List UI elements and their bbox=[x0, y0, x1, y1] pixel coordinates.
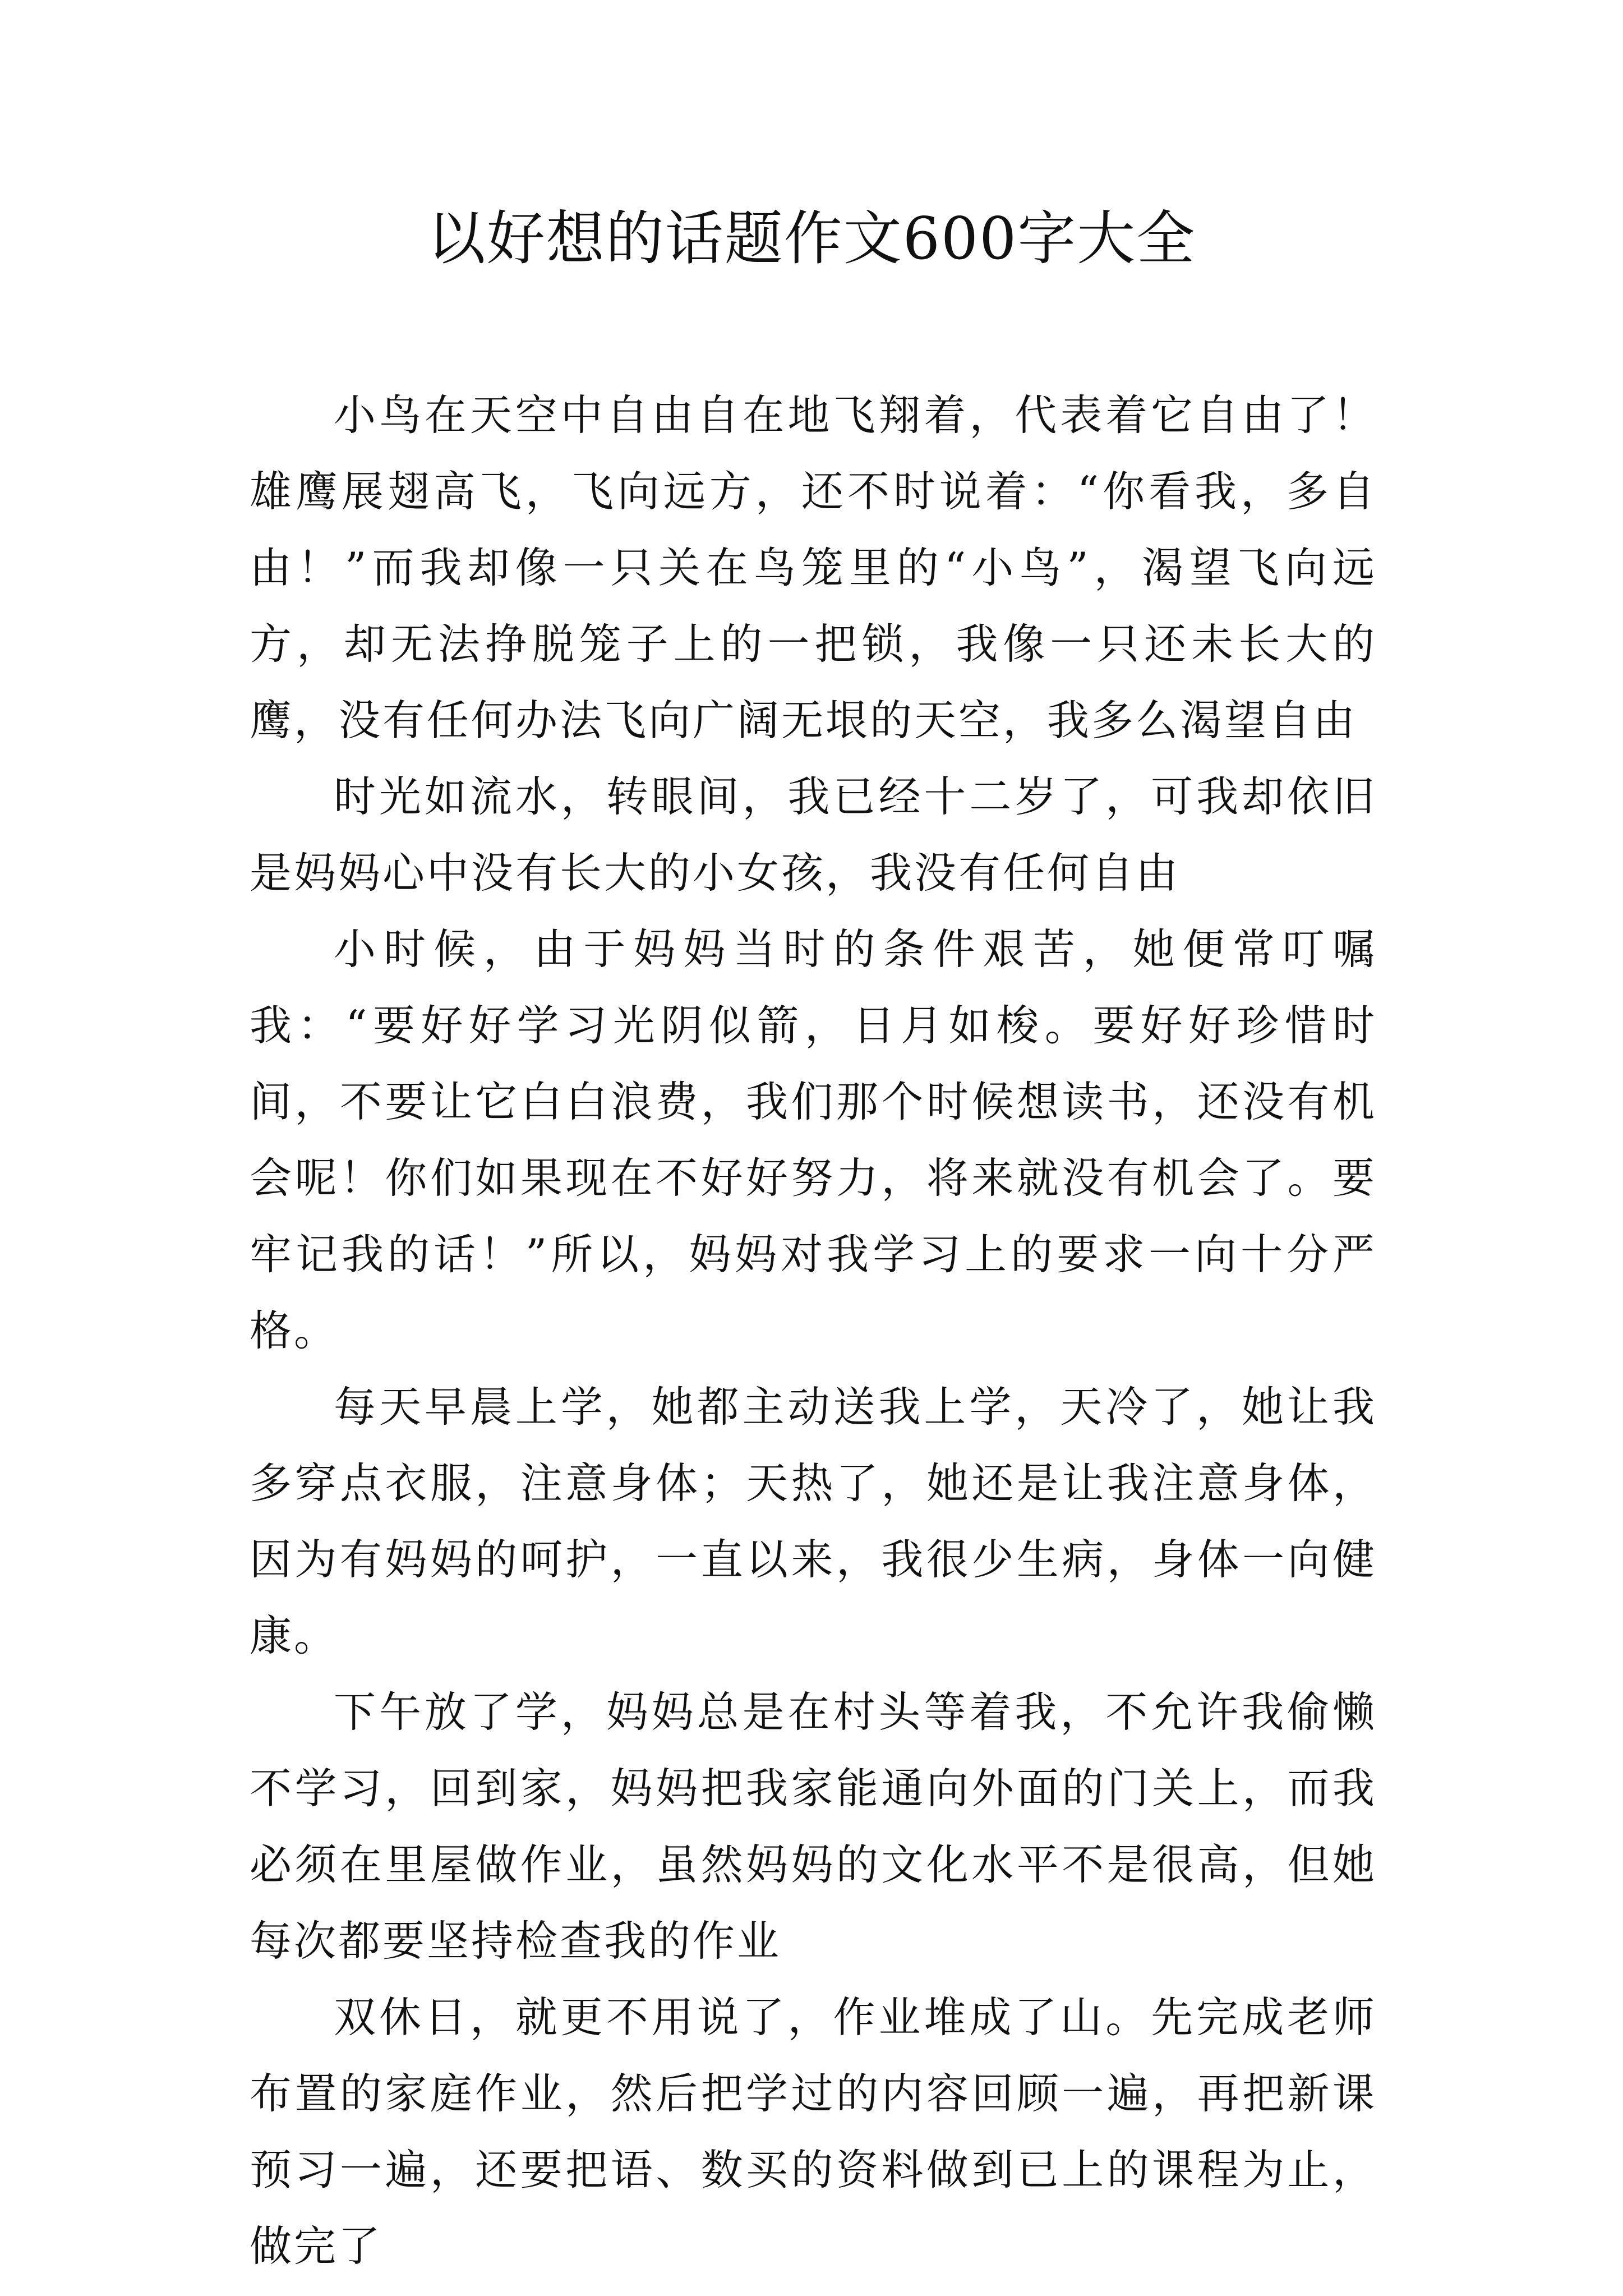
document-body bbox=[250, 377, 1377, 2284]
paragraph-3: 小时候，由于妈妈当时的条件艰苦，她便常叮嘱我：“要好好学习光阴似箭，日月如梭。要好好珍惜时间，不要让它白白浪费，我们那个时候想读书，还没有机会呢！你们如果现在不好好努力，将来就没有机会了。要牢记我的话！”所以，妈妈对我学习上的要求一向十分严格。 bbox=[250, 924, 1377, 1355]
document-title: 以好想的话题作文600字大全 bbox=[427, 204, 1196, 273]
paragraph-5: 下午放了学，妈妈总是在村头等着我，不允许我偷懒不学习，回到家，妈妈把我家能通向外面的门关上，而我必须在里屋做作业，虽然妈妈的文化水平不是很高，但她每次都要坚持检查我的作业 bbox=[250, 1687, 1377, 1966]
paragraph-1: 小鸟在天空中自由自在地飞翔着，代表着它自由了！雄鹰展翅高飞，飞向远方，还不时说着：“你看我，多自由！”而我却像一只关在鸟笼里的“小鸟”，渴望飞向远方，却无法挣脱笼子上的一把锁，我像一只还未长大的鹰，没有任何办法飞向广阔无垠的天空，我多么渴望自由 bbox=[250, 390, 1377, 745]
paragraph-6: 双休日，就更不用说了，作业堆成了山。先完成老师布置的家庭作业，然后把学过的内容回顾一遍，再把新课预习一遍，还要把语、数买的资料做到已上的课程为止，做完了 bbox=[250, 1993, 1377, 2271]
paragraph-4: 每天早晨上学，她都主动送我上学，天冷了，她让我多穿点衣服，注意身体；天热了，她还是让我注意身体，因为有妈妈的呵护，一直以来，我很少生病，身体一向健康。 bbox=[250, 1382, 1377, 1660]
paragraph-2: 时光如流水，转眼间，我已经十二岁了，可我却依旧是妈妈心中没有长大的小女孩，我没有任何自由 bbox=[250, 772, 1377, 898]
